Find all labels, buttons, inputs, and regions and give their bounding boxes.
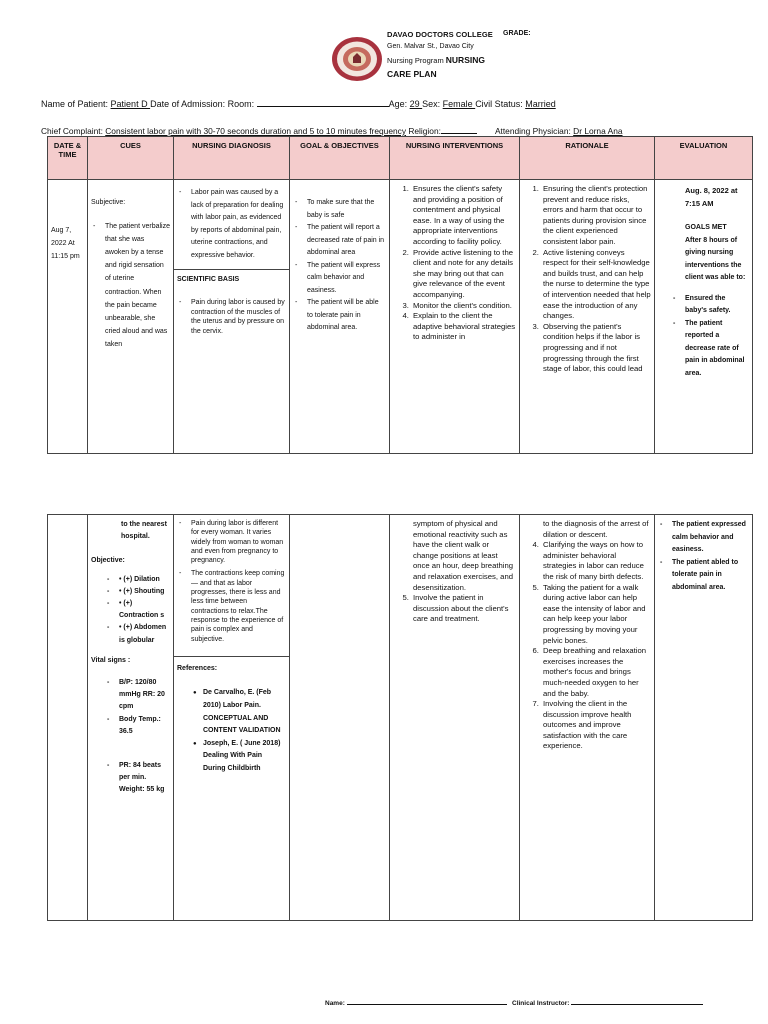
rationale-item: 7. Involving the client in the discussion improve health outcomes and improve satisfaction with the care experience. xyxy=(541,699,651,752)
scientific-basis-text: - Pain during labor is different for every woman. It varies widely from woman to woman and even from pregnancy to pregnancy. xyxy=(177,519,286,565)
col-nursing-diagnosis: NURSING DIAGNOSIS xyxy=(174,137,290,180)
religion-blank xyxy=(441,124,477,134)
rationale-item: 5. Taking the patient for a walk during active labor can help ease the intensity of labor and can help keep your labor progressing by moving your pelvic bones. xyxy=(541,583,651,647)
footer-name-label: Name: xyxy=(325,1000,345,1007)
cues-continued: to the nearest hospital. xyxy=(121,521,167,541)
physician-label: Attending Physician: xyxy=(494,126,574,136)
intervention-item: 2. Provide active listening to the client and note for any details she may bring out that can give relevance of the event accompanying. xyxy=(411,248,516,301)
references-list xyxy=(177,687,286,775)
footer-instructor-label: Clinical Instructor: xyxy=(512,1000,570,1007)
vital-item: - PR: 84 beats per min. Weight: 55 kg xyxy=(105,760,170,797)
vital-signs-list xyxy=(91,677,170,797)
college-seal-logo xyxy=(331,36,383,82)
scientific-basis-title: SCIENTIFIC BASIS xyxy=(177,275,240,283)
diagnosis-text: - Labor pain was caused by a lack of preparation for dealing with labor pain, as evidenced by reports of abdominal pain, uterine contractions, and expressive behavior. xyxy=(177,187,286,263)
eval-text: After 8 hours of giving nursing interventions the client was able to: xyxy=(685,236,746,281)
vital-signs-title: Vital signs : xyxy=(91,656,131,664)
col-goal-objectives: GOAL & OBJECTIVES xyxy=(290,137,390,180)
patient-name-value: Patient D xyxy=(110,99,151,109)
row-date: Aug 7, 2022 At 11:15 pm xyxy=(51,227,80,260)
civil-status-label: Civil Status: xyxy=(475,99,526,109)
col-date-time: DATE & TIME xyxy=(48,137,88,180)
civil-status-value: Married xyxy=(525,99,556,109)
rationale-item: 4. Clarifying the ways on how to administer behavioral strategies in labor can reduce the risk of many birth defects. xyxy=(541,540,651,582)
intervention-item: 1. Ensures the client's safety and providing a position of contentment and physical ease. In a way of using the appropriate interventions according to facility policy. xyxy=(411,184,516,248)
goal-item: - The patient will report a decreased rate of pain in abdominal area xyxy=(293,222,386,260)
objective-item: - • (+) Shouting xyxy=(105,586,170,598)
eval-item: - The patient expressed calm behavior and easiness. xyxy=(658,519,749,557)
physician-value: Dr Lorna Ana xyxy=(573,126,623,136)
rationale-list xyxy=(523,540,651,752)
col-evaluation: EVALUATION xyxy=(655,137,753,180)
subjective-cue: - The patient verbalize that she was awoken by a tense and rigid sensation of uterine contraction. When the pain became unbearable, she cried aloud and was taken xyxy=(91,220,170,352)
rationale-continued: to the diagnosis of the arrest of dilation or descent. xyxy=(543,519,649,539)
goals-met: GOALS MET xyxy=(685,224,727,231)
care-plan-table-page1 xyxy=(47,136,753,454)
col-cues: CUES xyxy=(88,137,174,180)
grade-label: GRADE: xyxy=(503,30,531,37)
objective-list xyxy=(91,574,170,647)
rationale-list xyxy=(523,184,651,375)
eval-item: - The patient abled to tolerate pain in abdominal area. xyxy=(658,557,749,595)
reference-item: ● Joseph, E. ( June 2018) Dealing With Pain During Childbirth xyxy=(191,738,286,776)
goal-item: - The patient will express calm behavior and easiness. xyxy=(293,260,386,298)
table-row xyxy=(48,515,753,921)
footer-instructor xyxy=(512,998,703,1007)
room-blank xyxy=(257,97,389,107)
col-nursing-interventions: NURSING INTERVENTIONS xyxy=(390,137,520,180)
evaluation-list xyxy=(658,519,749,594)
rationale-item: 6. Deep breathing and relaxation exercises increases the mother's focus and brings much-needed oxygen to her and the baby. xyxy=(541,646,651,699)
reference-item: ● De Carvalho, E. (Feb 2010) Labor Pain. CONCEPTUAL AND CONTENT VALIDATION xyxy=(191,687,286,737)
goals-list xyxy=(293,197,386,335)
references-title: References: xyxy=(177,664,218,672)
program-title: Nursing Program NURSING xyxy=(387,55,485,65)
col-rationale: RATIONALE xyxy=(520,137,655,180)
patient-name-label: Name of Patient: xyxy=(41,99,111,109)
chief-complaint-label: Chief Complaint: xyxy=(41,126,106,136)
scientific-basis-text: - Pain during labor is caused by contraction of the muscles of the uterus and by pressure on the cervix. xyxy=(177,298,286,336)
rationale-item: 3. Observing the patient's condition helps if the labor is progressing and if not progressing through the first stage of labor, this could lead xyxy=(541,322,651,375)
intervention-item: 4. Explain to the client the adaptive behavioral strategies to administer in xyxy=(411,311,516,343)
goal-item: - The patient will be able to tolerate pain in abdominal area. xyxy=(293,297,386,335)
age-value: 29 xyxy=(409,99,423,109)
sex-value: Female xyxy=(442,99,476,109)
objective-item: - • (+) Dilation xyxy=(105,574,170,586)
objective-item: - • (+) Contraction s xyxy=(105,598,170,622)
objective-title: Objective: xyxy=(91,557,125,565)
care-plan-title: CARE PLAN xyxy=(387,69,437,79)
care-plan-table-page2 xyxy=(47,514,753,921)
religion-label: Religion: xyxy=(406,126,441,136)
eval-date: Aug. 8, 2022 at 7:15 AM xyxy=(685,186,738,208)
admission-label: Date of Admission: Room: xyxy=(150,99,257,109)
intervention-item: 3. Monitor the client's condition. xyxy=(411,301,516,312)
intervention-item: 5. Involve the patient in discussion about the client's care and treatment. xyxy=(411,593,516,625)
table-header-row xyxy=(48,137,753,180)
interventions-continued: symptom of physical and emotional reactivity such as have the client walk or change positions at least once an hour, deep breathing and relaxation exercises, and desensitization. xyxy=(413,519,514,592)
chief-complaint-value: Consistent labor pain with 30-70 seconds duration and 5 to 10 minutes frequency xyxy=(105,126,407,136)
table-row xyxy=(48,180,753,454)
eval-item: - Ensured the baby's safety. xyxy=(671,293,749,318)
age-label: Age: xyxy=(388,99,410,109)
interventions-list xyxy=(393,593,516,625)
college-address: Gen. Malvar St., Davao City xyxy=(387,43,474,50)
goal-item: - To make sure that the baby is safe xyxy=(293,197,386,222)
vital-item: - Body Temp.: 36.5 xyxy=(105,714,170,738)
interventions-list xyxy=(393,184,516,343)
patient-info-line xyxy=(41,97,556,109)
sex-label: Sex: xyxy=(422,99,443,109)
footer-instructor-blank xyxy=(571,998,703,1005)
subjective-title: Subjective: xyxy=(91,199,126,206)
footer-name xyxy=(325,998,507,1007)
rationale-item: 1. Ensuring the client's protection prevent and reduce risks, errors and harm that occur to patients during provision since the client experienced consistent labor pain. xyxy=(541,184,651,248)
scientific-basis-list xyxy=(177,519,286,644)
objective-item: - • (+) Abdomen is globular xyxy=(105,622,170,646)
eval-item: - The patient reported a decrease rate of pain in abdominal area. xyxy=(671,318,749,381)
complaint-line xyxy=(41,124,623,136)
vital-item: - B/P: 120/80 mmHg RR: 20 cpm xyxy=(105,677,170,714)
college-name: DAVAO DOCTORS COLLEGE xyxy=(387,30,493,39)
footer-name-blank xyxy=(347,998,507,1005)
rationale-item: 2. Active listening conveys respect for their self-knowledge and builds trust, and can help the nurse to determine the type of intervention needed that help ease the introduction of any changes. xyxy=(541,248,651,322)
scientific-basis-text: - The contractions keep coming — and that as labor progresses, there is less and less time between contractions to relax.The response to the experience of pain is complex and subjective. xyxy=(177,569,286,643)
